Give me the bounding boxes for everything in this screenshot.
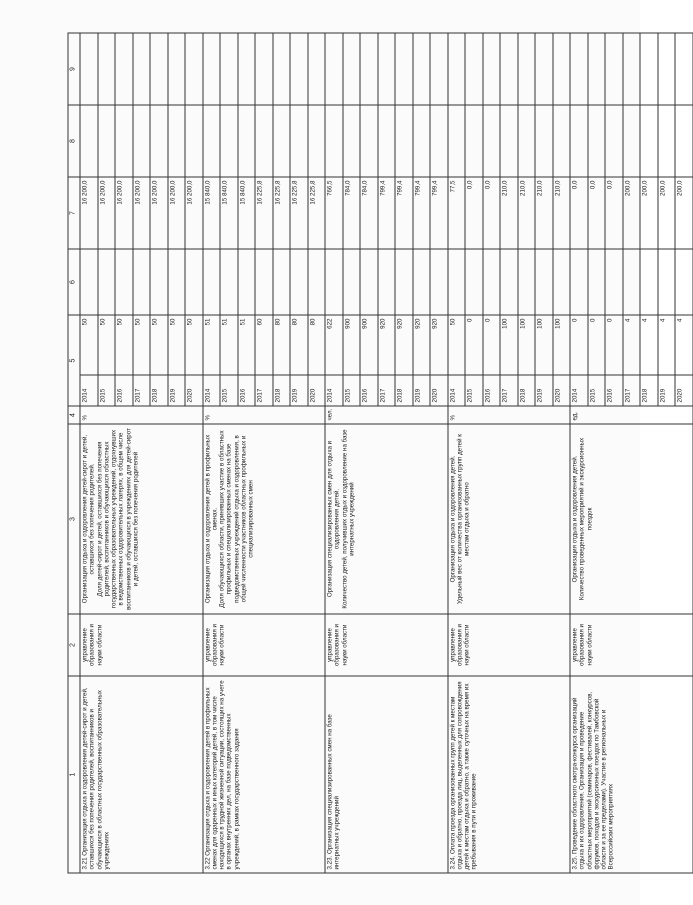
indicator-value-cell: 60 (255, 315, 273, 375)
funding-value-cell: 15 840,0 (203, 177, 221, 249)
year-cell: 2016 (115, 375, 133, 406)
year-cell: 2015 (98, 375, 116, 406)
funding-value-cell: 0,0 (570, 177, 588, 249)
value-cell-col6 (308, 249, 326, 315)
value-cell-col6 (395, 249, 413, 315)
funding-value-cell: 210,0 (535, 177, 553, 249)
value-cell-col6 (360, 249, 378, 315)
value-cell-col6 (675, 249, 693, 315)
funding-value-cell: 0,0 (605, 177, 623, 249)
funding-value-cell: 16 200,0 (133, 177, 151, 249)
value-cell-col9 (553, 33, 571, 105)
funding-value-cell: 799,4 (430, 177, 448, 249)
funding-value-cell: 210,0 (500, 177, 518, 249)
indicator-value-cell: 80 (290, 315, 308, 375)
year-cell: 2018 (640, 375, 658, 406)
value-cell-col6 (500, 249, 518, 315)
funding-value-cell: 16 200,0 (150, 177, 168, 249)
value-cell-col8 (133, 105, 151, 177)
indicator-value-cell: 0 (605, 315, 623, 375)
indicator-value-cell: 80 (273, 315, 291, 375)
value-cell-col6 (185, 249, 203, 315)
indicator-value-cell: 920 (430, 315, 448, 375)
table-row (203, 33, 221, 873)
indicator-value-cell: 0 (465, 315, 483, 375)
value-cell-col6 (640, 249, 658, 315)
column-number: 1 (68, 676, 80, 873)
unit-cell: % (448, 406, 571, 424)
funding-value-cell: 16 225,8 (308, 177, 326, 249)
executor-cell: управление образования и науки области (570, 614, 693, 676)
value-cell-col8 (413, 105, 431, 177)
year-cell: 2020 (308, 375, 326, 406)
value-cell-col8 (430, 105, 448, 177)
value-cell-col6 (273, 249, 291, 315)
funding-value-cell: 200,0 (623, 177, 641, 249)
table-row (570, 33, 588, 873)
value-cell-col9 (290, 33, 308, 105)
funding-value-cell: 766,5 (325, 177, 343, 249)
indicator-value-cell: 100 (518, 315, 536, 375)
value-cell-col8 (115, 105, 133, 177)
column-number: 3 (68, 424, 80, 614)
value-cell-col8 (500, 105, 518, 177)
value-cell-col6 (203, 249, 221, 315)
indicator-value-cell: 50 (115, 315, 133, 375)
year-cell: 2016 (483, 375, 501, 406)
value-cell-col9 (465, 33, 483, 105)
indicator-value-cell: 4 (675, 315, 693, 375)
funding-value-cell: 16 200,0 (80, 177, 98, 249)
year-cell: 2018 (518, 375, 536, 406)
value-cell-col8 (465, 105, 483, 177)
year-cell: 2016 (605, 375, 623, 406)
value-cell-col9 (360, 33, 378, 105)
funding-value-cell: 16 200,0 (185, 177, 203, 249)
table-body (68, 33, 693, 873)
value-cell-col8 (448, 105, 466, 177)
value-cell-col8 (535, 105, 553, 177)
unit-cell: % (203, 406, 326, 424)
value-cell-col8 (623, 105, 641, 177)
value-cell-col8 (518, 105, 536, 177)
indicator-value-cell: 4 (658, 315, 676, 375)
executor-cell: управление образования и науки области (325, 614, 448, 676)
value-cell-col6 (168, 249, 186, 315)
value-cell-col6 (80, 249, 98, 315)
indicator-value-cell: 900 (360, 315, 378, 375)
indicator-value-cell: 100 (535, 315, 553, 375)
value-cell-col6 (133, 249, 151, 315)
value-cell-col8 (675, 105, 693, 177)
value-cell-col9 (413, 33, 431, 105)
funding-value-cell: 15 840,0 (220, 177, 238, 249)
value-cell-col8 (553, 105, 571, 177)
value-cell-col6 (518, 249, 536, 315)
year-cell: 2019 (168, 375, 186, 406)
year-cell: 2019 (658, 375, 676, 406)
funding-value-cell: 16 200,0 (115, 177, 133, 249)
indicator-value-cell: 80 (308, 315, 326, 375)
value-cell-col8 (640, 105, 658, 177)
indicator-value-cell: 0 (588, 315, 606, 375)
indicator-cell: Организация отдыха и оздоровления детей-сирот и детей, оставшихся без попечения родителей. Доля детей-сирот и детей, оставшихся без попечения родителей, воспитанников и обучающихся областных государственных образовательных учреждений, отдохнувших в ведомственных оздоровительных лагерях, в общем числе воспитанников и обучающихся в учреждениях для детей-сирот и детей, оставшихся без попечения родителей (80, 424, 203, 614)
indicator-value-cell: 100 (500, 315, 518, 375)
year-cell: 2015 (465, 375, 483, 406)
value-cell-col9 (255, 33, 273, 105)
value-cell-col9 (238, 33, 256, 105)
funding-value-cell: 0,0 (465, 177, 483, 249)
funding-value-cell: 784,0 (360, 177, 378, 249)
value-cell-col6 (325, 249, 343, 315)
year-cell: 2016 (360, 375, 378, 406)
indicator-value-cell: 50 (150, 315, 168, 375)
funding-value-cell: 0,0 (588, 177, 606, 249)
value-cell-col9 (133, 33, 151, 105)
value-cell-col9 (483, 33, 501, 105)
funding-value-cell: 0,0 (483, 177, 501, 249)
funding-value-cell: 200,0 (675, 177, 693, 249)
value-cell-col9 (658, 33, 676, 105)
value-cell-col8 (220, 105, 238, 177)
value-cell-col8 (168, 105, 186, 177)
value-cell-col9 (675, 33, 693, 105)
value-cell-col6 (448, 249, 466, 315)
indicator-value-cell: 50 (80, 315, 98, 375)
year-cell: 2014 (325, 375, 343, 406)
indicator-value-cell: 51 (220, 315, 238, 375)
value-cell-col6 (430, 249, 448, 315)
year-cell: 2016 (238, 375, 256, 406)
value-cell-col9 (605, 33, 623, 105)
value-cell-col9 (570, 33, 588, 105)
table-row (80, 33, 98, 873)
value-cell-col8 (588, 105, 606, 177)
measure-name-cell: 3.24. Оплата проезда организованных групп детей к местам отдыха и обратно, проезда лиц, выделенных для сопровождения детей к местам отдыха и обратно, а также суточных на время их пребывания в пути и проживание (448, 676, 571, 873)
value-cell-col9 (430, 33, 448, 105)
funding-value-cell: 799,4 (395, 177, 413, 249)
table-row (325, 33, 343, 873)
value-cell-col8 (150, 105, 168, 177)
unit-cell: чел. (325, 406, 448, 424)
column-number-row (68, 33, 80, 873)
funding-value-cell: 200,0 (658, 177, 676, 249)
funding-value-cell: 210,0 (553, 177, 571, 249)
value-cell-col8 (483, 105, 501, 177)
value-cell-col9 (500, 33, 518, 105)
value-cell-col6 (98, 249, 116, 315)
column-number: 2 (68, 614, 80, 676)
value-cell-col8 (378, 105, 396, 177)
value-cell-col9 (640, 33, 658, 105)
funding-value-cell: 16 200,0 (168, 177, 186, 249)
indicator-value-cell: 50 (98, 315, 116, 375)
value-cell-col8 (255, 105, 273, 177)
value-cell-col9 (378, 33, 396, 105)
unit-cell: ед. (570, 406, 693, 424)
year-cell: 2015 (588, 375, 606, 406)
value-cell-col9 (168, 33, 186, 105)
value-cell-col8 (570, 105, 588, 177)
value-cell-col8 (80, 105, 98, 177)
value-cell-col8 (238, 105, 256, 177)
indicator-value-cell: 50 (185, 315, 203, 375)
value-cell-col6 (378, 249, 396, 315)
funding-value-cell: 210,0 (518, 177, 536, 249)
funding-value-cell: 77,5 (448, 177, 466, 249)
year-cell: 2020 (430, 375, 448, 406)
year-cell: 2018 (150, 375, 168, 406)
year-cell: 2019 (290, 375, 308, 406)
value-cell-col6 (150, 249, 168, 315)
funding-value-cell: 15 840,0 (238, 177, 256, 249)
value-cell-col9 (308, 33, 326, 105)
value-cell-col9 (273, 33, 291, 105)
funding-value-cell: 16 225,8 (273, 177, 291, 249)
indicator-value-cell: 100 (553, 315, 571, 375)
funding-value-cell: 200,0 (640, 177, 658, 249)
value-cell-col8 (658, 105, 676, 177)
value-cell-col9 (150, 33, 168, 105)
funding-value-cell: 16 225,8 (255, 177, 273, 249)
value-cell-col6 (238, 249, 256, 315)
indicator-value-cell: 50 (133, 315, 151, 375)
value-cell-col6 (535, 249, 553, 315)
indicator-value-cell: 51 (203, 315, 221, 375)
funding-value-cell: 16 225,8 (290, 177, 308, 249)
value-cell-col6 (413, 249, 431, 315)
executor-cell: управление образования и науки области (448, 614, 571, 676)
year-cell: 2014 (448, 375, 466, 406)
funding-value-cell: 16 200,0 (98, 177, 116, 249)
value-cell-col8 (325, 105, 343, 177)
year-cell: 2020 (553, 375, 571, 406)
value-cell-col9 (518, 33, 536, 105)
executor-cell: управление образования и науки области (80, 614, 203, 676)
year-cell: 2018 (395, 375, 413, 406)
value-cell-col9 (395, 33, 413, 105)
value-cell-col8 (203, 105, 221, 177)
measure-name-cell: 3.25. Проведение областного смотра-конкурса организаций отдыха и их оздоровления. Организация и проведение областных мероприятий (семинаров, фестивалей, конкурсов, форумов, походов и экскурсионных поездок по Тамбовской области и за ее пределами). Участие в региональных и Всероссийских мероприятиях (570, 676, 693, 873)
funding-value-cell: 784,0 (343, 177, 361, 249)
year-cell: 2020 (185, 375, 203, 406)
value-cell-col9 (343, 33, 361, 105)
indicator-value-cell: 51 (238, 315, 256, 375)
value-cell-col9 (98, 33, 116, 105)
indicator-value-cell: 622 (325, 315, 343, 375)
value-cell-col8 (343, 105, 361, 177)
indicator-cell: Организация отдыха и оздоровления детей. Количество проведенных мероприятий и экскурсионных поездок (570, 424, 693, 614)
indicator-cell: Организация отдыха и оздоровления детей в профильных сменах. Доля обучающихся области, принявших участие в областных профильных и специализированных сменах на базе подведомственных учреждений отдыха и оздоровления, в общей численности участников областных профильных и специализированных смен (203, 424, 326, 614)
column-number: 6 (68, 249, 80, 315)
indicator-value-cell: 920 (395, 315, 413, 375)
column-number: 7 (68, 177, 80, 249)
indicator-value-cell: 4 (623, 315, 641, 375)
rotated-table-wrapper (68, 33, 684, 873)
value-cell-col8 (605, 105, 623, 177)
value-cell-col8 (308, 105, 326, 177)
value-cell-col6 (220, 249, 238, 315)
column-number: 8 (68, 105, 80, 177)
value-cell-col9 (203, 33, 221, 105)
value-cell-col9 (623, 33, 641, 105)
column-number: 5 (68, 315, 80, 406)
year-cell: 2017 (133, 375, 151, 406)
value-cell-col8 (360, 105, 378, 177)
value-cell-col6 (343, 249, 361, 315)
value-cell-col9 (588, 33, 606, 105)
value-cell-col6 (588, 249, 606, 315)
year-cell: 2018 (273, 375, 291, 406)
indicator-value-cell: 4 (640, 315, 658, 375)
value-cell-col6 (290, 249, 308, 315)
year-cell: 2019 (413, 375, 431, 406)
value-cell-col8 (273, 105, 291, 177)
year-cell: 2017 (500, 375, 518, 406)
value-cell-col6 (255, 249, 273, 315)
value-cell-col9 (448, 33, 466, 105)
value-cell-col9 (220, 33, 238, 105)
value-cell-col6 (465, 249, 483, 315)
value-cell-col9 (115, 33, 133, 105)
indicator-cell: Организация специализированных смен для отдыха и оздоровления детей. Количество детей, получивших отдых и оздоровление на базе интернатных учреждений (325, 424, 448, 614)
column-number: 4 (68, 406, 80, 424)
funding-value-cell: 799,4 (413, 177, 431, 249)
value-cell-col8 (290, 105, 308, 177)
indicator-value-cell: 50 (168, 315, 186, 375)
value-cell-col6 (570, 249, 588, 315)
value-cell-col6 (658, 249, 676, 315)
year-cell: 2019 (535, 375, 553, 406)
value-cell-col6 (605, 249, 623, 315)
indicator-value-cell: 900 (343, 315, 361, 375)
value-cell-col6 (623, 249, 641, 315)
value-cell-col9 (325, 33, 343, 105)
table-row (448, 33, 466, 873)
year-cell: 2017 (623, 375, 641, 406)
indicator-value-cell: 920 (378, 315, 396, 375)
year-cell: 2015 (220, 375, 238, 406)
measure-name-cell: 3.21 Организация отдыха и оздоровления детей-сирот и детей, оставшихся без попечения родителей, воспитанников и обучающихся в областных государственных образовательных учреждениях (80, 676, 203, 873)
column-number: 9 (68, 33, 80, 105)
year-cell: 2020 (675, 375, 693, 406)
measure-name-cell: 3.22 Организация отдыха и оздоровления детей в профильных сменах для одаренных и иных категорий детей, в том числе находящихся в трудной жизненной ситуации, состоящих на учете в органах внутренних дел, на базе подведомственных учреждений, в рамках государственного задания (203, 676, 326, 873)
value-cell-col9 (535, 33, 553, 105)
year-cell: 2014 (570, 375, 588, 406)
program-measures-table (68, 32, 693, 873)
funding-value-cell: 799,4 (378, 177, 396, 249)
value-cell-col6 (115, 249, 133, 315)
value-cell-col6 (553, 249, 571, 315)
value-cell-col8 (395, 105, 413, 177)
value-cell-col9 (185, 33, 203, 105)
unit-cell: % (80, 406, 203, 424)
indicator-value-cell: 920 (413, 315, 431, 375)
value-cell-col8 (98, 105, 116, 177)
year-cell: 2017 (378, 375, 396, 406)
value-cell-col6 (483, 249, 501, 315)
year-cell: 2015 (343, 375, 361, 406)
year-cell: 2017 (255, 375, 273, 406)
value-cell-col8 (185, 105, 203, 177)
year-cell: 2014 (80, 375, 98, 406)
value-cell-col9 (80, 33, 98, 105)
indicator-value-cell: 50 (448, 315, 466, 375)
indicator-value-cell: 0 (483, 315, 501, 375)
indicator-cell: Организация отдыха и оздоровления детей. Удельный вес от количества организованных групп детей к местам отдыха и обратно (448, 424, 571, 614)
measure-name-cell: 3.23. Организация специализированных смен на базе интернатных учреждений (325, 676, 448, 873)
executor-cell: управление образования и науки области (203, 614, 326, 676)
indicator-value-cell: 0 (570, 315, 588, 375)
year-cell: 2014 (203, 375, 221, 406)
